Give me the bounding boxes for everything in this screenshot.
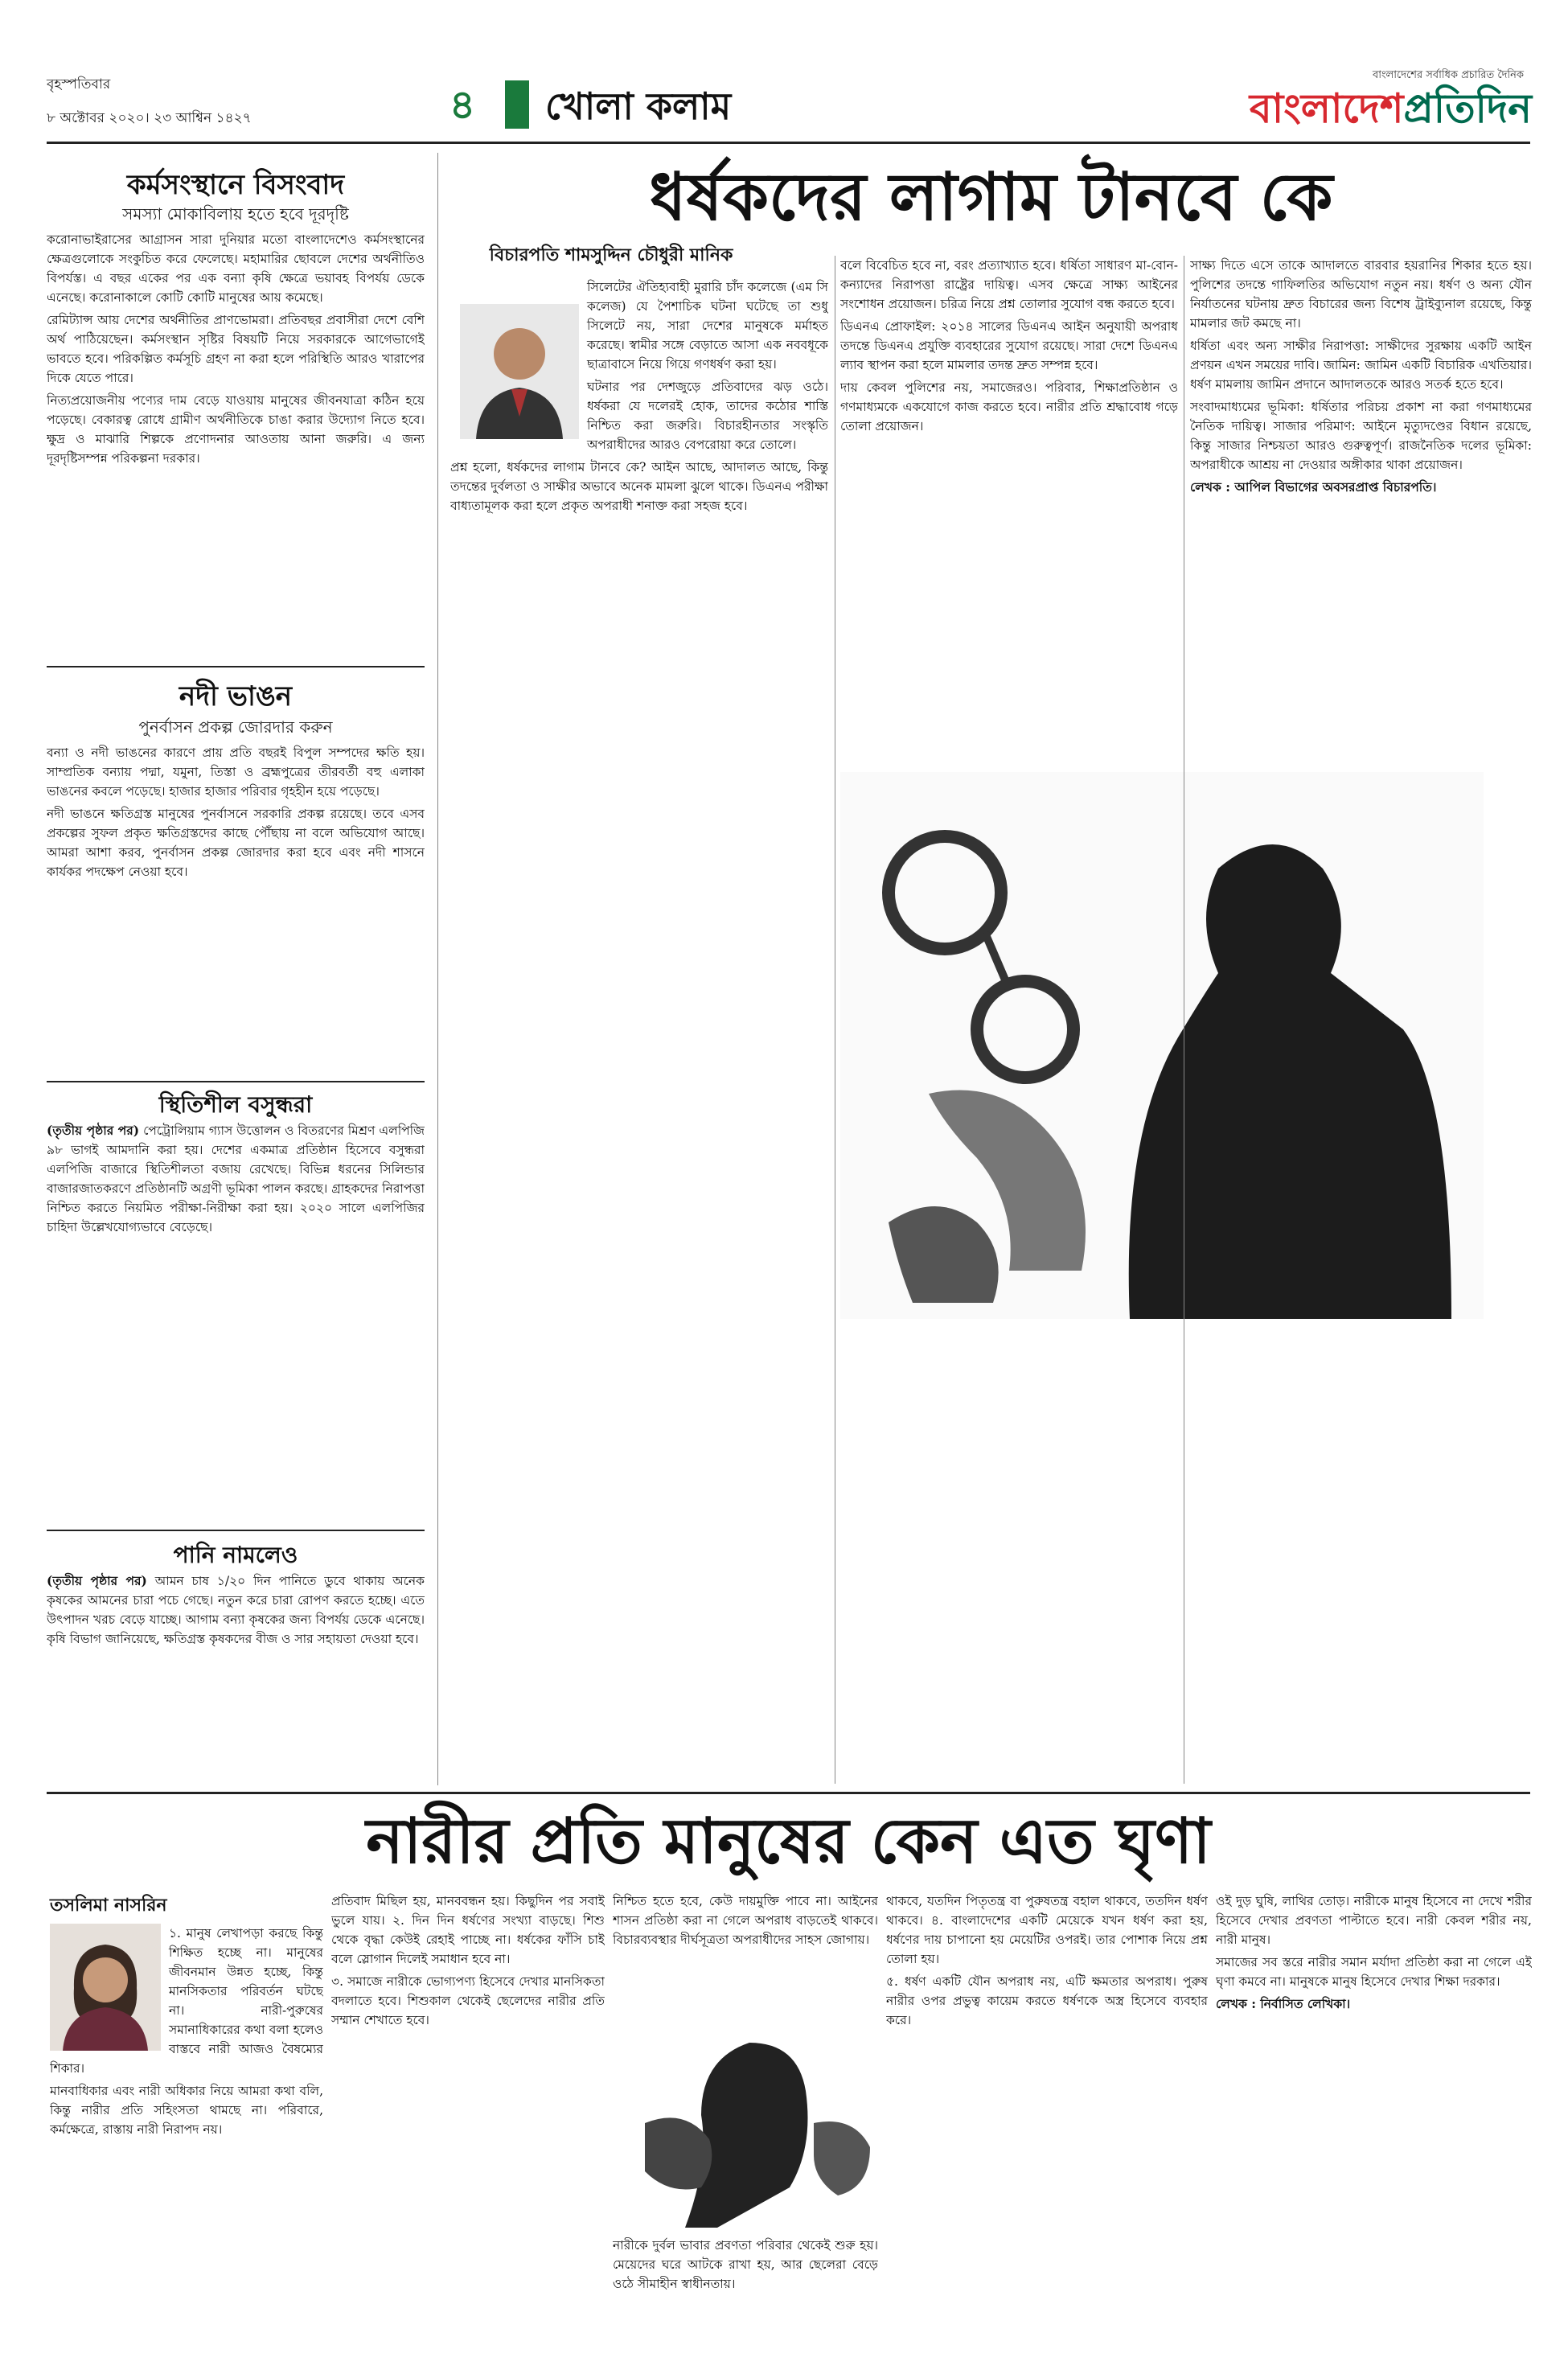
paragraph: প্রশ্ন হলো, ধর্ষকদের লাগাম টানবে কে? আইন আছে, আদালত আছে, কিন্তু তদন্তের দুর্বলতা ও সাক্ষীর অভাবে অনেক মামলা ঝুলে থাকে। ডিএনএ পরীক্ষা বাধ্যতামূলক করা হলে প্রকৃত অপরাধী শনাক্ত করা সহজ হবে। <box>450 460 828 513</box>
divider <box>47 1530 425 1531</box>
paragraph: দায় কেবল পুলিশের নয়, সমাজেরও। পরিবার, শিক্ষাপ্রতিষ্ঠান ও গণমাধ্যমকে একযোগে কাজ করতে হবে। নারীর প্রতি শ্রদ্ধাবোধ গড়ে তোলা প্রয়োজন। <box>840 380 1178 433</box>
woman-illustration <box>613 2027 878 2228</box>
paragraph: নিশ্চিত হতে হবে, কেউ দায়মুক্তি পাবে না। আইনের শাসন প্রতিষ্ঠা করা না গেলে অপরাধ বাড়তেই থাকবে। বিচারব্যবস্থার দীর্ঘসূত্রতা অপরাধীদের সাহস জোগায়। <box>613 1894 878 1947</box>
main-byline: বিচারপতি শামসুদ্দিন চৌধুরী মানিক <box>489 245 733 265</box>
column-divider <box>437 153 438 1785</box>
paragraph: ৩. সমাজে নারীকে ভোগ্যপণ্য হিসেবে দেখার মানসিকতা বদলাতে হবে। শিশুকাল থেকেই ছেলেদের নারীর প্রতি সম্মান শেখাতে হবে। <box>331 1974 605 2027</box>
second-article-col-4 <box>886 1891 1208 2358</box>
paragraph: ডিএনএ প্রোফাইল: ২০১৪ সালের ডিএনএ আইন অনুযায়ী অপরাধ তদন্তে ডিএনএ প্রযুক্তি ব্যবহারের সুযোগ রয়েছে। সারা দেশে ডিএনএ ল্যাব স্থাপন করা হলে মামলার তদন্ত দ্রুত সম্পন্ন হবে। <box>840 319 1178 372</box>
second-article-col-2 <box>331 1891 605 2358</box>
editorial-1-body <box>47 230 425 640</box>
sidebox-1-text: পেট্রোলিয়াম গ্যাস উত্তোলন ও বিতরণের মিশ্রণ এলপিজি ৯৮ ভাগই আমদানি করা হয়। দেশের একমাত্র প্রতিষ্ঠান হিসেবে বসুন্ধরা এলপিজি বাজারে স্থিতিশীলতা বজায় রেখেছে। বিভিন্ন ধরনের সিলিন্ডার বাজারজাতকরণে প্রতিষ্ঠানটি অগ্রণী ভূমিকা পালন করছে। গ্রাহকদের নিরাপত্তা নিশ্চিত করতে নিয়মিত পরীক্ষা-নিরীক্ষা করা হয়। ২০২০ সালে এলপিজির চাহিদা উল্লেখযোগ্যভাবে বেড়েছে। <box>47 1123 425 1234</box>
author-note: লেখক : নির্বাসিত লেখিকা। <box>1216 1996 1351 2011</box>
main-article-col-1 <box>450 277 828 1781</box>
paragraph: সংবাদমাধ্যমের ভূমিকা: ধর্ষিতার পরিচয় প্রকাশ না করা গণমাধ্যমের নৈতিক দায়িত্ব। সাজার পরিমাণ: আইনে মৃত্যুদণ্ডের বিধান রয়েছে, কিন্তু সাজার নিশ্চয়তা আরও গুরুত্বপূর্ণ। রাজনৈতিক দলের ভূমিকা: অপরাধীকে আশ্রয় না দেওয়ার অঙ্গীকার থাকা প্রয়োজন। <box>1190 400 1532 472</box>
paragraph: সমাজের সব স্তরে নারীর সমান মর্যাদা প্রতিষ্ঠা করা না গেলে এই ঘৃণা কমবে না। মানুষকে মানুষ হিসেবে দেখার শিক্ষা দরকার। <box>1216 1955 1532 1989</box>
second-article-col-5 <box>1216 1891 1532 2358</box>
paragraph: থাকবে, যতদিন পিতৃতন্ত্র বা পুরুষতন্ত্র বহাল থাকবে, ততদিন ধর্ষণ থাকবে। ৪. বাংলাদেশের একটি মেয়েকে যখন ধর্ষণ করা হয়, ধর্ষণের দায় চাপানো হয় মেয়েটির ওপরই। তার পোশাক নিয়ে প্রশ্ন তোলা হয়। <box>886 1894 1208 1966</box>
main-article-col-2 <box>840 256 1178 762</box>
section-rule <box>47 1792 1530 1794</box>
sidebox-2-text: আমন চাষ ১/২০ দিন পানিতে ডুবে থাকায় অনেক কৃষকের আমনের চারা পচে গেছে। নতুন করে চারা রোপণ করতে হচ্ছে। এতে উৎপাদন খরচ বেড়ে যাচ্ছে। আগাম বন্যা কৃষকের জন্য বিপর্যয় ডেকে এনেছে। কৃষি বিভাগ জানিয়েছে, ক্ষতিগ্রস্ত কৃষকদের বীজ ও সার সহায়তা দেওয়া হবে। <box>47 1574 425 1646</box>
handcuff-illustration <box>840 772 1484 1319</box>
divider <box>47 1081 425 1082</box>
sidebox-1-title: স্থিতিশীল বসুন্ধরা <box>158 1091 313 1118</box>
second-article-col-1 <box>50 1924 323 2358</box>
paragraph: ৫. ধর্ষণ একটি যৌন অপরাধ নয়, এটি ক্ষমতার অপরাধ। পুরুষ নারীর ওপর প্রভুত্ব কায়েম করতে ধর্ষণকে অস্ত্র হিসেবে ব্যবহার করে। <box>886 1974 1208 2027</box>
second-byline: তসলিমা নাসরিন <box>50 1896 167 1916</box>
editorial-2-body <box>47 743 425 1073</box>
editorial-1-title: কর্মসংস্থানে বিসংবাদ <box>126 169 345 201</box>
editorial-1-subtitle: সমস্যা মোকাবিলায় হতে হবে দূরদৃষ্টি <box>122 204 349 224</box>
sidebox-2-lead: (তৃতীয় পৃষ্ঠার পর) <box>47 1573 147 1588</box>
paragraph: সিলেটের ঐতিহ্যবাহী মুরারি চাঁদ কলেজে (এম সি কলেজ) যে পৈশাচিক ঘটনা ঘটেছে তা শুধু সিলেটে নয়, সারা দেশের মানুষকে মর্মাহত করেছে। স্বামীর সঙ্গে বেড়াতে আসা এক নববধূকে ছাত্রাবাসে নিয়ে গিয়ে গণধর্ষণ করা হয়। <box>587 280 828 372</box>
logo-tagline: বাংলাদেশের সর্বাধিক প্রচারিত দৈনিক <box>1372 69 1524 81</box>
paragraph: প্রতিবাদ মিছিল হয়, মানববন্ধন হয়। কিছুদিন পর সবাই ভুলে যায়। ২. দিন দিন ধর্ষণের সংখ্যা বাড়ছে। শিশু থেকে বৃদ্ধা কেউই রেহাই পাচ্ছে না। ধর্ষকের ফাঁসি চাই বলে স্লোগান দিলেই সমাধান হবে না। <box>331 1894 605 1966</box>
sidebox-1-lead: (তৃতীয় পৃষ্ঠার পর) <box>47 1123 140 1138</box>
main-headline: ধর্ষকদের লাগাম টানবে কে <box>649 159 1333 236</box>
masthead-date: ৮ অক্টোবর ২০২০। ২৩ আশ্বিন ১৪২৭ <box>47 110 252 126</box>
logo-part-1: বাংলাদেশ <box>1249 85 1404 132</box>
paragraph: নিত্যপ্রয়োজনীয় পণ্যের দাম বেড়ে যাওয়ায় মানুষের জীবনযাত্রা কঠিন হয়ে পড়েছে। বেকারত্ব রোধে গ্রামীণ অর্থনীতিকে চাঙা করার উদ্যোগ নিতে হবে। ক্ষুদ্র ও মাঝারি শিল্পকে প্রণোদনার আওতায় আনা জরুরি। এ জন্য দূরদৃষ্টিসম্পন্ন পরিকল্পনা দরকার। <box>47 393 425 466</box>
second-article-col-3b <box>613 2236 878 2356</box>
paragraph: ১. মানুষ লেখাপড়া করছে কিন্তু শিক্ষিত হচ্ছে না। মানুষের জীবনমান উন্নত হচ্ছে, কিন্তু মানসিকতার পরিবর্তন ঘটছে না। নারী-পুরুষের সমানাধিকারের কথা বলা হলেও বাস্তবে নারী আজও বৈষম্যের শিকার। <box>50 1926 323 2076</box>
second-article-col-3 <box>613 1891 878 2020</box>
sidebox-2-body <box>47 1571 425 1772</box>
paragraph: সাক্ষ্য দিতে এসে তাকে আদালতে বারবার হয়রানির শিকার হতে হয়। পুলিশের তদন্তে গাফিলতির অভিযোগ নতুন নয়। ধর্ষণ ও অন্য যৌন নির্যাতনের ঘটনায় দ্রুত বিচারের জন্য বিশেষ ট্রাইব্যুনাল রয়েছে, কিন্তু মামলার জট কমছে না। <box>1190 258 1532 331</box>
editorial-2-subtitle: পুনর্বাসন প্রকল্প জোরদার করুন <box>138 717 333 737</box>
editorial-2-title: নদী ভাঙন <box>179 680 293 713</box>
masthead-rule <box>47 142 1530 144</box>
paragraph: ওই দুড় ঘুষি, লাথির তোড়। নারীকে মানুষ হিসেবে না দেখে শরীর হিসেবে দেখার প্রবণতা পাল্টাতে হবে। নারী কেবল শরীর নয়, নারী মানুষ। <box>1216 1894 1532 1947</box>
divider <box>47 666 425 667</box>
paragraph: মানবাধিকার এবং নারী অধিকার নিয়ে আমরা কথা বলি, কিন্তু নারীর প্রতি সহিংসতা থামছে না। পরিবারে, কর্মক্ষেত্রে, রাস্তায় নারী নিরাপদ নয়। <box>50 2084 323 2137</box>
paragraph: বন্যা ও নদী ভাঙনের কারণে প্রায় প্রতি বছরই বিপুল সম্পদের ক্ষতি হয়। সাম্প্রতিক বন্যায় পদ্মা, যমুনা, তিস্তা ও ব্রহ্মপুত্রের তীরবর্তী বহু এলাকা ভাঙনের কবলে পড়েছে। হাজার হাজার পরিবার গৃহহীন হয়ে পড়েছে। <box>47 745 425 799</box>
logo-part-2: প্রতিদিন <box>1403 85 1532 132</box>
masthead-day: বৃহস্পতিবার <box>47 76 111 92</box>
paragraph: ধর্ষিতা এবং অন্য সাক্ষীর নিরাপত্তা: সাক্ষীদের সুরক্ষায় একটি আইন প্রণয়ন এখন সময়ের দাবি। জামিন: জামিন একটি বিচারিক এখতিয়ার। ধর্ষণ মামলায় জামিন প্রদানে আদালতকে আরও সতর্ক হতে হবে। <box>1190 339 1532 392</box>
section-title: খোলা কলাম <box>545 84 732 128</box>
masthead-section-bar <box>505 80 529 129</box>
second-headline: নারীর প্রতি মানুষের কেন এত ঘৃণা <box>366 1805 1211 1878</box>
paragraph: ঘটনার পর দেশজুড়ে প্রতিবাদের ঝড় ওঠে। ধর্ষকরা যে দলেরই হোক, তাদের কঠোর শাস্তি নিশ্চিত করা জরুরি। বিচারহীনতার সংস্কৃতি অপরাধীদের আরও বেপরোয়া করে তোলে। <box>587 380 828 452</box>
paragraph: করোনাভাইরাসের আগ্রাসন সারা দুনিয়ার মতো বাংলাদেশেও কর্মসংস্থানের ক্ষেত্রগুলোকে সংকুচিত করে ফেলেছে। মহামারির ছোবলে দেশের অর্থনীতিও বিপর্যস্ত। এ বছর একের পর এক বন্যা কৃষি ক্ষেত্রে ভয়াবহ বিপর্যয় ডেকে এনেছে। করোনাকালে কোটি কোটি মানুষের আয় কমেছে। <box>47 232 425 305</box>
page-number: ৪ <box>449 81 476 128</box>
newspaper-logo <box>1162 68 1532 140</box>
sidebox-1-body <box>47 1121 425 1523</box>
author-note: লেখক : আপিল বিভাগের অবসরপ্রাপ্ত বিচারপতি। <box>1190 479 1437 495</box>
paragraph: নারীকে দুর্বল ভাবার প্রবণতা পরিবার থেকেই শুরু হয়। মেয়েদের ঘরে আটকে রাখা হয়, আর ছেলেরা বেড়ে ওঠে সীমাহীন স্বাধীনতায়। <box>613 2238 878 2291</box>
sidebox-2-title: পানি নামলেও <box>173 1542 298 1568</box>
paragraph: বলে বিবেচিত হবে না, বরং প্রত্যাখ্যাত হবে। ধর্ষিতা সাধারণ মা-বোন-কন্যাদের নিরাপত্তা রাষ্ট্রের দায়িত্ব। এসব ক্ষেত্রে সাক্ষ্য আইনের সংশোধন প্রয়োজন। চরিত্র নিয়ে প্রশ্ন তোলার সুযোগ বন্ধ করতে হবে। <box>840 258 1178 311</box>
paragraph: রেমিট্যান্স আয় দেশের অর্থনীতির প্রাণভোমরা। প্রতিবছর প্রবাসীরা দেশে বেশি অর্থ পাঠিয়েছেন। কর্মসংস্থান সৃষ্টির বিষয়টি নিয়ে সরকারকে আগেভাগেই ভাবতে হবে। পরিকল্পিত কর্মসূচি গ্রহণ না করা হলে পরিস্থিতি আরও খারাপের দিকে যেতে পারে। <box>47 313 425 385</box>
paragraph: নদী ভাঙনে ক্ষতিগ্রস্ত মানুষের পুনর্বাসনে সরকারি প্রকল্প রয়েছে। তবে এসব প্রকল্পের সুফল প্রকৃত ক্ষতিগ্রস্তদের কাছে পৌঁছায় না বলে অভিযোগ আছে। আমরা আশা করব, পুনর্বাসন প্রকল্প জোরদার করা হবে এবং নদী শাসনে কার্যকর পদক্ষেপ নেওয়া হবে। <box>47 807 425 879</box>
